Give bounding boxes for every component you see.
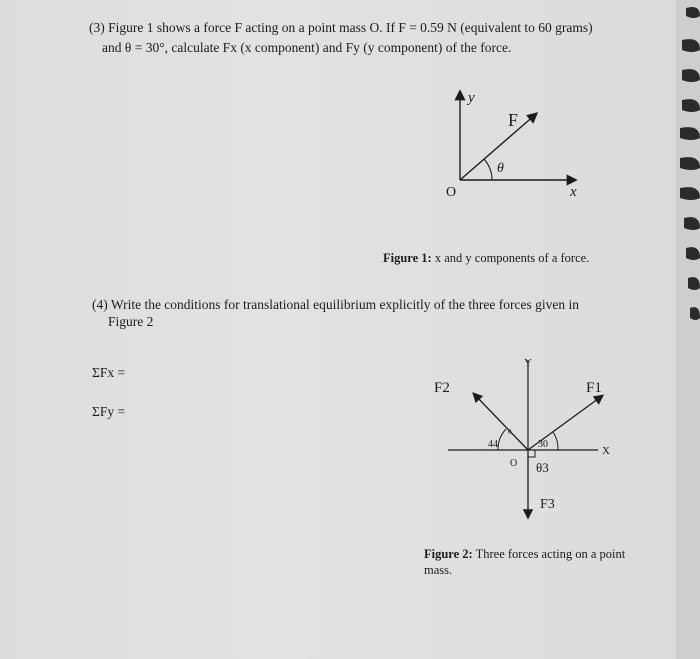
fig2-f1-label: F1	[586, 380, 602, 396]
fig1-angle-label: θ	[497, 161, 504, 176]
binder-rings	[676, 0, 700, 659]
figure-2-caption	[424, 546, 646, 578]
q3-line-2: and θ = 30°, calculate Fx (x component) and Fy (y component) of the force.	[102, 40, 512, 55]
sum-fy-equation: ΣFy =	[92, 404, 126, 419]
figure-2-diagram	[420, 352, 620, 532]
fig2-f2-vector	[474, 394, 528, 450]
fig2-angle-left-sup: 0	[508, 428, 512, 436]
fig2-angle-right: 30	[538, 439, 548, 450]
figure-2-caption-text: Three forces acting on a point mass.	[424, 547, 626, 577]
figure-1-caption	[383, 250, 605, 266]
q3-line-1: (3) Figure 1 shows a force F acting on a point mass O. If F = 0.59 N (equivalent to 60 grams)	[89, 20, 593, 35]
sum-fx-equation: ΣFx =	[92, 365, 126, 380]
fig2-left-angle-arc	[498, 429, 506, 450]
q4-line-1: (4) Write the conditions for translational equilibrium explicitly of the three forces given in	[92, 297, 579, 312]
fig2-y-label: Y	[524, 357, 532, 369]
fig2-right-angle-marker	[528, 450, 535, 457]
fig2-origin-label: O	[510, 458, 518, 469]
fig1-x-label: x	[570, 184, 577, 200]
fig2-right-angle-arc	[553, 432, 558, 450]
fig2-theta3-label: θ3	[536, 460, 549, 475]
fig2-angle-left: 44	[488, 439, 498, 450]
figure-1-diagram	[400, 80, 600, 200]
fig2-f3-label: F3	[540, 497, 555, 512]
fig1-force-label: F	[508, 110, 519, 130]
fig1-angle-arc	[484, 159, 492, 180]
figure-1-caption-text: x and y components of a force.	[434, 251, 590, 265]
fig2-f2-label: F2	[434, 380, 450, 396]
figure-2-caption-label: Figure 2:	[424, 547, 473, 561]
fig1-origin-label: O	[446, 185, 457, 200]
figure-1-caption-label: Figure 1:	[383, 251, 432, 265]
fig2-x-label: X	[602, 445, 610, 457]
fig1-y-label: y	[468, 90, 475, 106]
q4-line-2: Figure 2	[108, 314, 154, 329]
